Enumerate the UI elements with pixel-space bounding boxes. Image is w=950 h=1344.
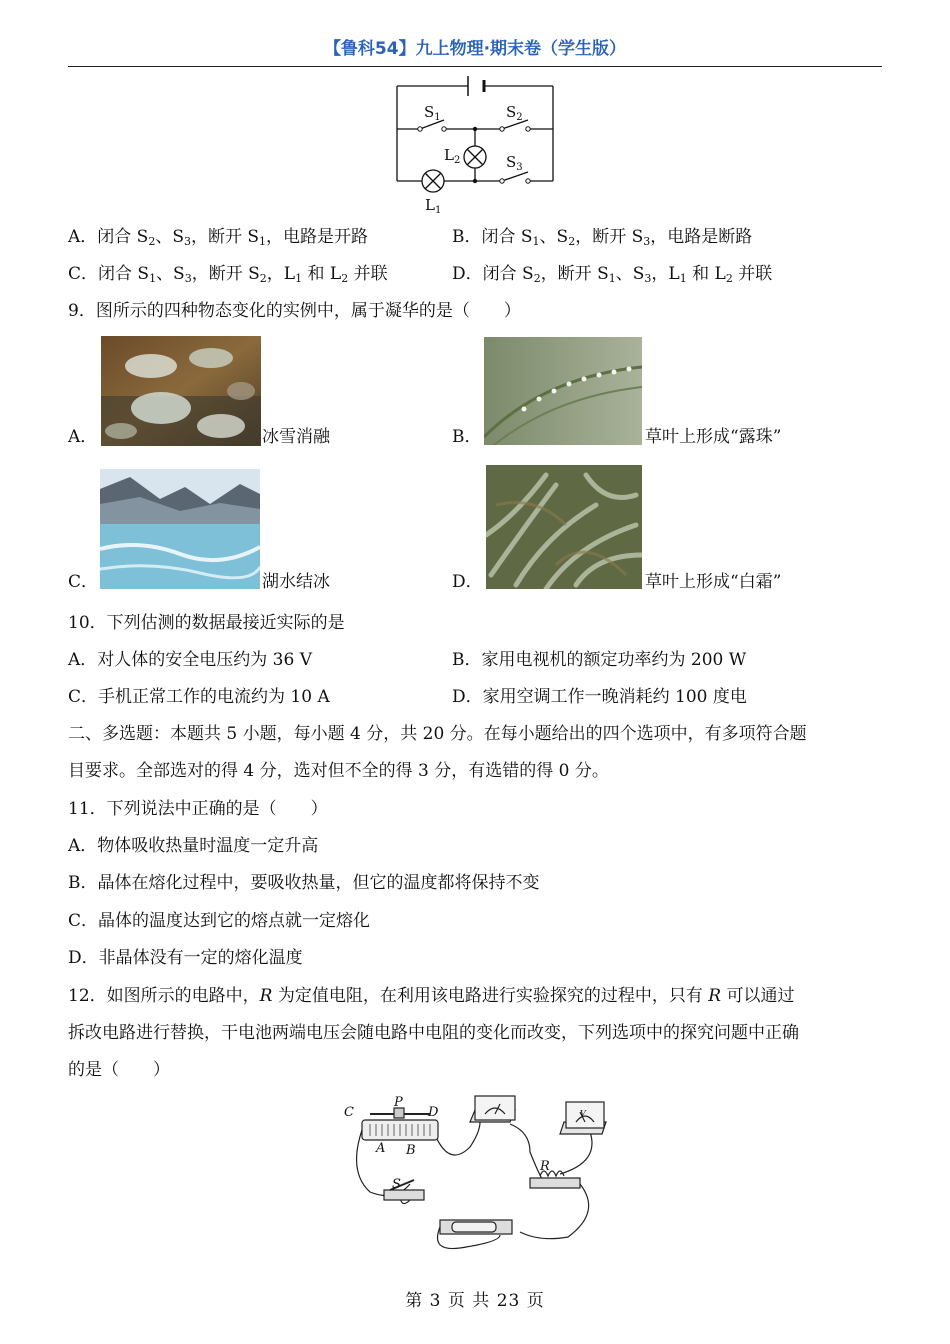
q9-option-b-label: B． xyxy=(452,427,482,447)
apparatus-label-s: S xyxy=(392,1177,401,1192)
svg-text:S2 xyxy=(506,103,523,123)
apparatus-label-b: B xyxy=(406,1143,416,1158)
frost-on-grass-photo xyxy=(486,465,642,589)
q9-option-d-label: D． xyxy=(452,572,483,592)
q10-option-d: D．家用空调工作一晚消耗约 100 度电 xyxy=(452,687,747,707)
frozen-lake-photo xyxy=(100,469,260,589)
q9-option-c-label: C． xyxy=(68,572,99,592)
label-l1: L xyxy=(425,196,435,214)
dew-on-grass-photo xyxy=(484,337,642,445)
label-l2-sub: 2 xyxy=(453,155,461,166)
q12-stem-line3: 的是（ ） xyxy=(68,1060,170,1080)
q11-option-c: C．晶体的温度达到它的熔点就一定熔化 xyxy=(68,911,371,931)
circuit-apparatus-q12 xyxy=(340,1092,620,1258)
section2-intro-line2: 目要求。全部选对的得 4 分，选对但不全的得 3 分，有选错的得 0 分。 xyxy=(68,761,609,781)
label-s2-sub: 2 xyxy=(516,112,523,123)
q8-option-a: A．闭合 $S_2$、$S_3$，断开 $S_1$，电路是开路 xyxy=(68,227,369,248)
section2-intro-line1: 二、多选题：本题共 5 小题，每小题 4 分，共 20 分。在每小题给出的四个选项中，有多项符合题 xyxy=(68,724,807,744)
q12-stem-line1: 12．如图所示的电路中，R 为定值电阻，在利用该电路进行实验探究的过程中，只有 R 可以通过 xyxy=(68,986,795,1006)
apparatus-label-r: R xyxy=(540,1159,550,1174)
q10-option-c: C．手机正常工作的电流约为 10 A xyxy=(68,687,330,707)
q11-stem: 11．下列说法中正确的是（ ） xyxy=(68,799,328,819)
label-s2: S xyxy=(506,103,517,121)
apparatus-label-c: C xyxy=(344,1105,354,1120)
svg-text:S3 xyxy=(506,153,523,173)
apparatus-label-v: V xyxy=(580,1109,586,1118)
q9-option-c-text: 湖水结冰 xyxy=(262,572,330,592)
page-header: 【鲁科54】九上物理·期末卷（学生版） xyxy=(323,39,627,59)
label-l1-sub: 1 xyxy=(434,205,442,216)
q8-option-b: B．闭合 $S_1$、$S_2$，断开 $S_3$，电路是断路 xyxy=(452,227,753,248)
q9-option-a-text: 冰雪消融 xyxy=(262,427,330,447)
q10-stem: 10．下列估测的数据最接近实际的是 xyxy=(68,613,345,633)
q9-option-d-text: 草叶上形成“白霜” xyxy=(645,572,782,592)
q10-option-b: B．家用电视机的额定功率约为 200 W xyxy=(452,650,747,670)
q8-option-c: C．闭合 $S_1$、$S_3$，断开 $S_2$，$L_1$ 和 $L_2$ 并联 xyxy=(68,264,388,285)
page-footer: 第 3 页 共 23 页 xyxy=(405,1291,545,1311)
q8-option-d: D．闭合 $S_2$，断开 $S_1$、$S_3$，$L_1$ 和 $L_2$ 并联 xyxy=(452,264,773,285)
q12-stem-line2: 拆改电路进行替换，干电池两端电压会随电路中电阻的变化而改变，下列选项中的探究问题中正确 xyxy=(68,1023,799,1043)
circuit-diagram-q8 xyxy=(380,70,570,220)
svg-text:S1 xyxy=(424,103,441,123)
apparatus-label-p: P xyxy=(394,1095,403,1110)
label-s1: S xyxy=(424,103,435,121)
label-l2: L xyxy=(444,146,454,164)
q9-stem: 9．图所示的四种物态变化的实例中，属于凝华的是（ ） xyxy=(68,301,521,321)
svg-text:L1 xyxy=(425,196,441,216)
q10-option-a: A．对人体的安全电压约为 36 V xyxy=(68,650,312,670)
melting-ice-photo xyxy=(101,336,261,446)
q11-option-a: A．物体吸收热量时温度一定升高 xyxy=(68,836,319,856)
svg-text:L2 xyxy=(444,146,460,166)
q11-option-d: D．非晶体没有一定的熔化温度 xyxy=(68,948,303,968)
label-s3-sub: 3 xyxy=(516,162,523,173)
q9-option-b-text: 草叶上形成“露珠” xyxy=(645,427,782,447)
label-s3: S xyxy=(506,153,517,171)
q11-option-b: B．晶体在熔化过程中，要吸收热量，但它的温度都将保持不变 xyxy=(68,873,540,893)
apparatus-label-d: D xyxy=(428,1105,439,1120)
label-s1-sub: 1 xyxy=(434,112,441,123)
apparatus-label-a: A xyxy=(376,1141,386,1156)
header-rule xyxy=(68,66,882,67)
q9-option-a-label: A． xyxy=(68,427,98,447)
